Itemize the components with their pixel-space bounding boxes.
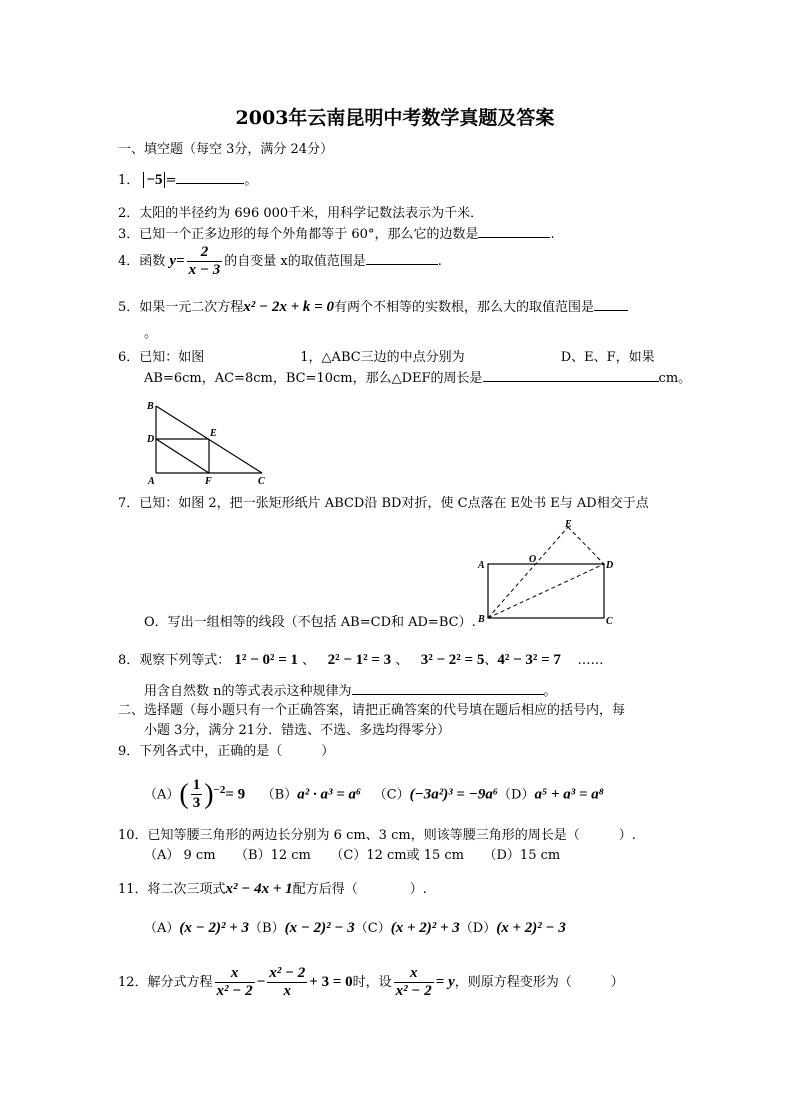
separator: 、 <box>302 653 316 668</box>
figure-2-rectangle <box>474 518 624 628</box>
section-fill-in-heading: 一、填空题（每空 3分，满分 24分） <box>118 142 334 157</box>
question-11-stem <box>118 880 427 899</box>
option-b-expression: (x − 2)² − 3 <box>284 920 355 936</box>
answer-blank-3[interactable] <box>478 224 550 238</box>
question-3 <box>118 224 555 244</box>
question-5 <box>118 297 628 317</box>
q4-equals: = <box>176 253 185 269</box>
option-b-label[interactable]: （B） <box>249 921 285 936</box>
quadratic-equation: x² − 2x + k = 0 <box>243 299 334 315</box>
label-b: B <box>478 614 485 625</box>
answer-blank-1[interactable] <box>176 170 244 184</box>
q4-end: . <box>437 254 442 269</box>
question-8-line-1 <box>118 651 603 670</box>
fraction-1-denominator: x² − 2 <box>216 983 253 999</box>
question-10-stem: 10．已知等腰三角形的两边长分别为 6 cm、3 cm，则该等腰三角形的周长是（ ）. <box>118 828 636 843</box>
label-e: E <box>565 519 572 530</box>
label-f: F <box>205 476 212 487</box>
q11-prefix: 11．将二次三项式 <box>118 882 226 897</box>
option-a-label[interactable]: （A） <box>144 921 180 936</box>
option-a-expression: (x − 2)² + 3 <box>179 920 250 936</box>
question-9-options: （A）( $\frac{1}{3}$ )$^{-2}$= 9 （B）a² · a³ = a⁶ （C）(−3a²)³ = −9a⁶（D）a⁵ + a³ = a⁸ <box>144 777 605 812</box>
label-a: A <box>478 560 485 571</box>
q6-suffix: D、E、F，如果 <box>560 350 655 365</box>
question-11-options <box>144 919 566 938</box>
question-9-stem: 9．下列各式中，正确的是（ ） <box>118 744 335 759</box>
question-5-text: 有两个不相等的实数根，那么大的取值范围是 <box>333 300 594 315</box>
q11-suffix: 配方后得（ ）. <box>292 882 427 897</box>
answer-blank-6[interactable] <box>483 368 659 382</box>
section-choice-heading-2: 小题 3分，满分 21分．错选、不选、多选均得零分） <box>144 723 451 738</box>
equation-3: 3² − 2² = 5 <box>420 652 485 668</box>
q8-end: 。 <box>543 684 557 699</box>
option-d-expression: a⁵ + a³ = a⁸ <box>534 786 605 803</box>
question-1-number: 1． <box>118 173 140 188</box>
equation-2: 2² − 1² = 3 <box>327 652 392 668</box>
option-a-label[interactable]: （A） <box>144 787 180 803</box>
question-1 <box>118 170 257 190</box>
option-a-denominator: 3 <box>192 795 201 812</box>
option-b-label[interactable]: （B） <box>261 787 298 803</box>
equals-sign: = <box>165 173 177 188</box>
equation-1: 1² − 0² = 1 <box>234 652 299 668</box>
option-a-exponent: −2 <box>213 784 226 796</box>
q12-suffix: ，则原方程变形为（ ） <box>454 975 624 990</box>
q3-end: . <box>550 227 555 242</box>
question-3-text: 3．已知一个正多边形的每个外角都等于 60°，那么它的边数是 <box>118 227 479 242</box>
q12-prefix: 12．解分式方程 <box>118 975 213 990</box>
section-choice-heading-1: 二、选择题（每小题只有一个正确答案，请把正确答案的代号填在题后相应的括号内，每 <box>118 703 626 718</box>
label-d: D <box>606 560 614 571</box>
q12-middle: 时，设 <box>352 975 392 990</box>
figure-1-triangle <box>140 396 280 488</box>
fraction-1-numerator: x <box>215 965 255 983</box>
question-8-line-2 <box>144 681 557 701</box>
option-d-expression: (x + 2)² − 3 <box>496 920 566 936</box>
option-a-rest: = 9 <box>225 786 246 803</box>
question-7-line-2: O．写出一组相等的线段（不包括 AB=CD和 AD=BC）. <box>144 615 476 630</box>
q6-unit: cm。 <box>658 371 692 386</box>
q6-middle: 1，△ABC三边的中点分别为 <box>300 350 465 365</box>
option-b-expression: a² · a³ = a⁶ <box>297 786 362 803</box>
label-e: E <box>210 428 217 439</box>
fraction-3-denominator: x² − 2 <box>395 983 432 999</box>
answer-blank-5[interactable] <box>594 297 628 311</box>
label-a: A <box>148 476 155 487</box>
option-c-label[interactable]: （C） <box>373 787 410 803</box>
question-4-text: 的自变量 x的取值范围是 <box>224 254 366 269</box>
label-c: C <box>258 476 265 487</box>
question-5-prefix: 5．如果一元二次方程 <box>118 300 244 315</box>
question-12 <box>118 962 624 1003</box>
segment-be <box>488 527 568 618</box>
question-4 <box>118 244 442 279</box>
question-6-line-2 <box>144 368 691 388</box>
minus-sign: − <box>256 974 266 990</box>
equation-4: 4² − 3² = 7 <box>497 652 561 668</box>
label-d: D <box>147 434 155 445</box>
question-10-options[interactable]: （A） 9 cm （B）12 cm （C）12 cm或 15 cm （D）15 cm <box>144 848 561 863</box>
label-o: O <box>529 554 537 565</box>
q8-prefix: 8．观察下列等式： <box>118 653 231 668</box>
option-d-label[interactable]: （D） <box>459 921 497 936</box>
option-a-numerator: 1 <box>192 777 201 794</box>
separator: 、 <box>395 653 409 668</box>
q4-fraction-numerator: 2 <box>187 244 223 262</box>
fraction-3-numerator: x <box>394 965 434 983</box>
quadratic-trinomial: x² − 4x + 1 <box>225 881 293 897</box>
answer-blank-8[interactable] <box>352 681 544 695</box>
fraction-2-numerator: x² − 2 <box>269 965 306 981</box>
q8-prompt: 用含自然数 n的等式表示这种规律为 <box>144 684 352 699</box>
equation-rest: + 3 = 0 <box>309 974 353 990</box>
q6-condition: AB=6cm，AC=8cm，BC=10cm，那么△DEF的周长是 <box>144 371 483 386</box>
q4-fraction-denominator: x − 3 <box>188 262 221 278</box>
substitution-y: = y <box>435 974 455 990</box>
abs-expression: −5 <box>143 172 165 188</box>
q6-prefix: 6．已知：如图 <box>118 350 205 365</box>
function-y: y <box>169 253 177 269</box>
question-4-prefix: 4．函数 <box>118 254 166 269</box>
segment-df <box>156 439 209 473</box>
answer-blank-4[interactable] <box>366 251 438 265</box>
fraction-2-denominator: x <box>283 983 291 999</box>
label-b: B <box>147 401 154 412</box>
q5-end: 。 <box>144 326 158 341</box>
option-c-expression: (−3a²)³ = −9a⁶ <box>409 786 499 803</box>
option-d-label[interactable]: （D） <box>498 787 535 803</box>
q1-end: 。 <box>244 173 258 188</box>
option-c-expression: (x + 2)² + 3 <box>390 920 460 936</box>
ellipsis: …… <box>577 653 604 668</box>
label-c: C <box>606 616 613 627</box>
page-title: 2003年云南昆明中考数学真题及答案 <box>235 107 555 129</box>
segment-ed <box>568 527 604 564</box>
separator: 、 <box>484 653 498 668</box>
option-c-label[interactable]: （C） <box>354 921 391 936</box>
question-7-line-1: 7．已知：如图 2，把一张矩形纸片 ABCD沿 BD对折，使 C点落在 E处书 E与 AD相交于点 <box>118 496 649 511</box>
question-2: 2．太阳的半径约为 696 000千米，用科学记数法表示为千米． <box>118 206 484 221</box>
fold-line-bd <box>488 564 604 618</box>
question-6-line-1 <box>118 349 655 367</box>
